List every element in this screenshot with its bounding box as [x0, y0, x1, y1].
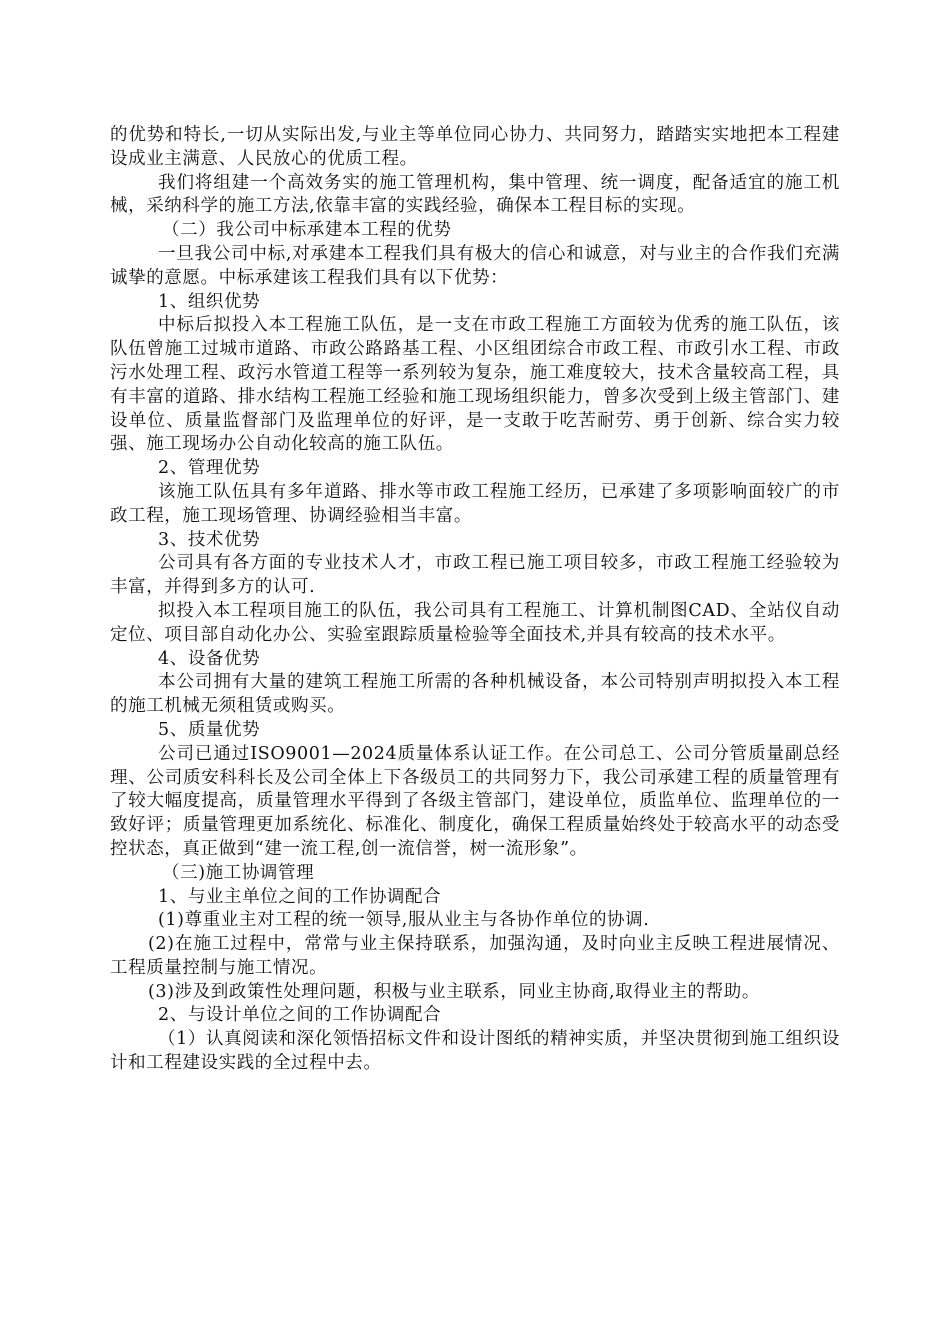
heading-quality: 5、质量优势 — [158, 719, 261, 740]
paragraph-management: 该施工队伍具有多年道路、排水等市政工程施工经历，已承建了多项影响面较广的市政工程，施工现场管理、协调经验相当丰富。 — [110, 481, 840, 526]
document-page — [110, 124, 840, 1076]
item-owner-3: (3)涉及到政策性处理问题，积极与业主联系，同业主协商,取得业主的帮助。 — [148, 981, 760, 1002]
item-design-1: （1）认真阅读和深化领悟招标文件和设计图纸的精神实质，并坚决贯彻到施工组织设计和工程建设实践的全过程中去。 — [110, 1029, 840, 1074]
heading-technology: 3、技术优势 — [158, 529, 261, 550]
paragraph-bid-intro: 一旦我公司中标,对承建本工程我们具有极大的信心和诚意，对与业主的合作我们充满诚挚的意愿。中标承建该工程我们具有以下优势： — [110, 243, 840, 288]
paragraph-management-body: 我们将组建一个高效务实的施工管理机构，集中管理、统一调度，配备适宜的施工机械，采纳科学的施工方法,依靠丰富的实践经验，确保本工程目标的实现。 — [110, 172, 840, 217]
section-heading-2: （二）我公司中标承建本工程的优势 — [162, 220, 452, 241]
heading-organization: 1、组织优势 — [158, 291, 261, 312]
item-owner-1: (1)尊重业主对工程的统一领导,服从业主与各协作单位的协调. — [158, 910, 650, 931]
paragraph-quality: 公司已通过ISO9001—2024质量体系认证工作。在公司总工、公司分管质量副总经理、公司质安科科长及公司全体上下各级员工的共同努力下，我公司承建工程的质量管理有了较大幅度提高，质量管理水平得到了各级主管部门，建设单位，质监单位、监理单位的一致好评；质量管理更加系统化、标准化、制度化，确保工程质量始终处于较高水平的动态受控状态，真正做到“建一流工程,创一流信誉，树一流形象”。 — [110, 743, 840, 859]
heading-design-coordination: 2、与设计单位之间的工作协调配合 — [158, 1005, 442, 1026]
section-heading-3: （三)施工协调管理 — [162, 862, 315, 883]
item-owner-2: (2)在施工过程中，常常与业主保持联系，加强沟通，及时向业主反映工程进展情况、工程质量控制与施工情况。 — [110, 934, 840, 978]
paragraph-technology-1: 公司具有各方面的专业技术人才，市政工程已施工项目较多，市政工程施工经验较为丰富，并得到多方的认可. — [110, 553, 840, 598]
paragraph-technology-2: 拟投入本工程项目施工的队伍，我公司具有工程施工、计算机制图CAD、全站仪自动定位、项目部自动化办公、实验室跟踪质量检验等全面技术,并具有较高的技术水平。 — [110, 600, 840, 645]
heading-management: 2、管理优势 — [158, 458, 261, 479]
heading-owner-coordination: 1、与业主单位之间的工作协调配合 — [158, 886, 442, 907]
heading-equipment: 4、设备优势 — [158, 648, 261, 669]
paragraph-equipment: 本公司拥有大量的建筑工程施工所需的各种机械设备，本公司特别声明拟投入本工程的施工机械无须租赁或购买。 — [110, 672, 840, 717]
paragraph-continuation: 的优势和特长,一切从实际出发,与业主等单位同心协力、共同努力，踏踏实实地把本工程建设成业主满意、人民放心的优质工程。 — [110, 125, 840, 169]
paragraph-organization: 中标后拟投入本工程施工队伍，是一支在市政工程施工方面较为优秀的施工队伍，该队伍曾施工过城市道路、市政公路路基工程、小区组团综合市政工程、市政引水工程、市政污水处理工程、政污水管道工程等一系列较为复杂，施工难度较大，技术含量较高工程，具有丰富的道路、排水结构工程施工经验和施工现场组织能力，曾多次受到上级主管部门、建设单位、质量监督部门及监理单位的好评，是一支敢于吃苦耐劳、勇于创新、综合实力较强、施工现场办公自动化较高的施工队伍。 — [110, 315, 840, 455]
